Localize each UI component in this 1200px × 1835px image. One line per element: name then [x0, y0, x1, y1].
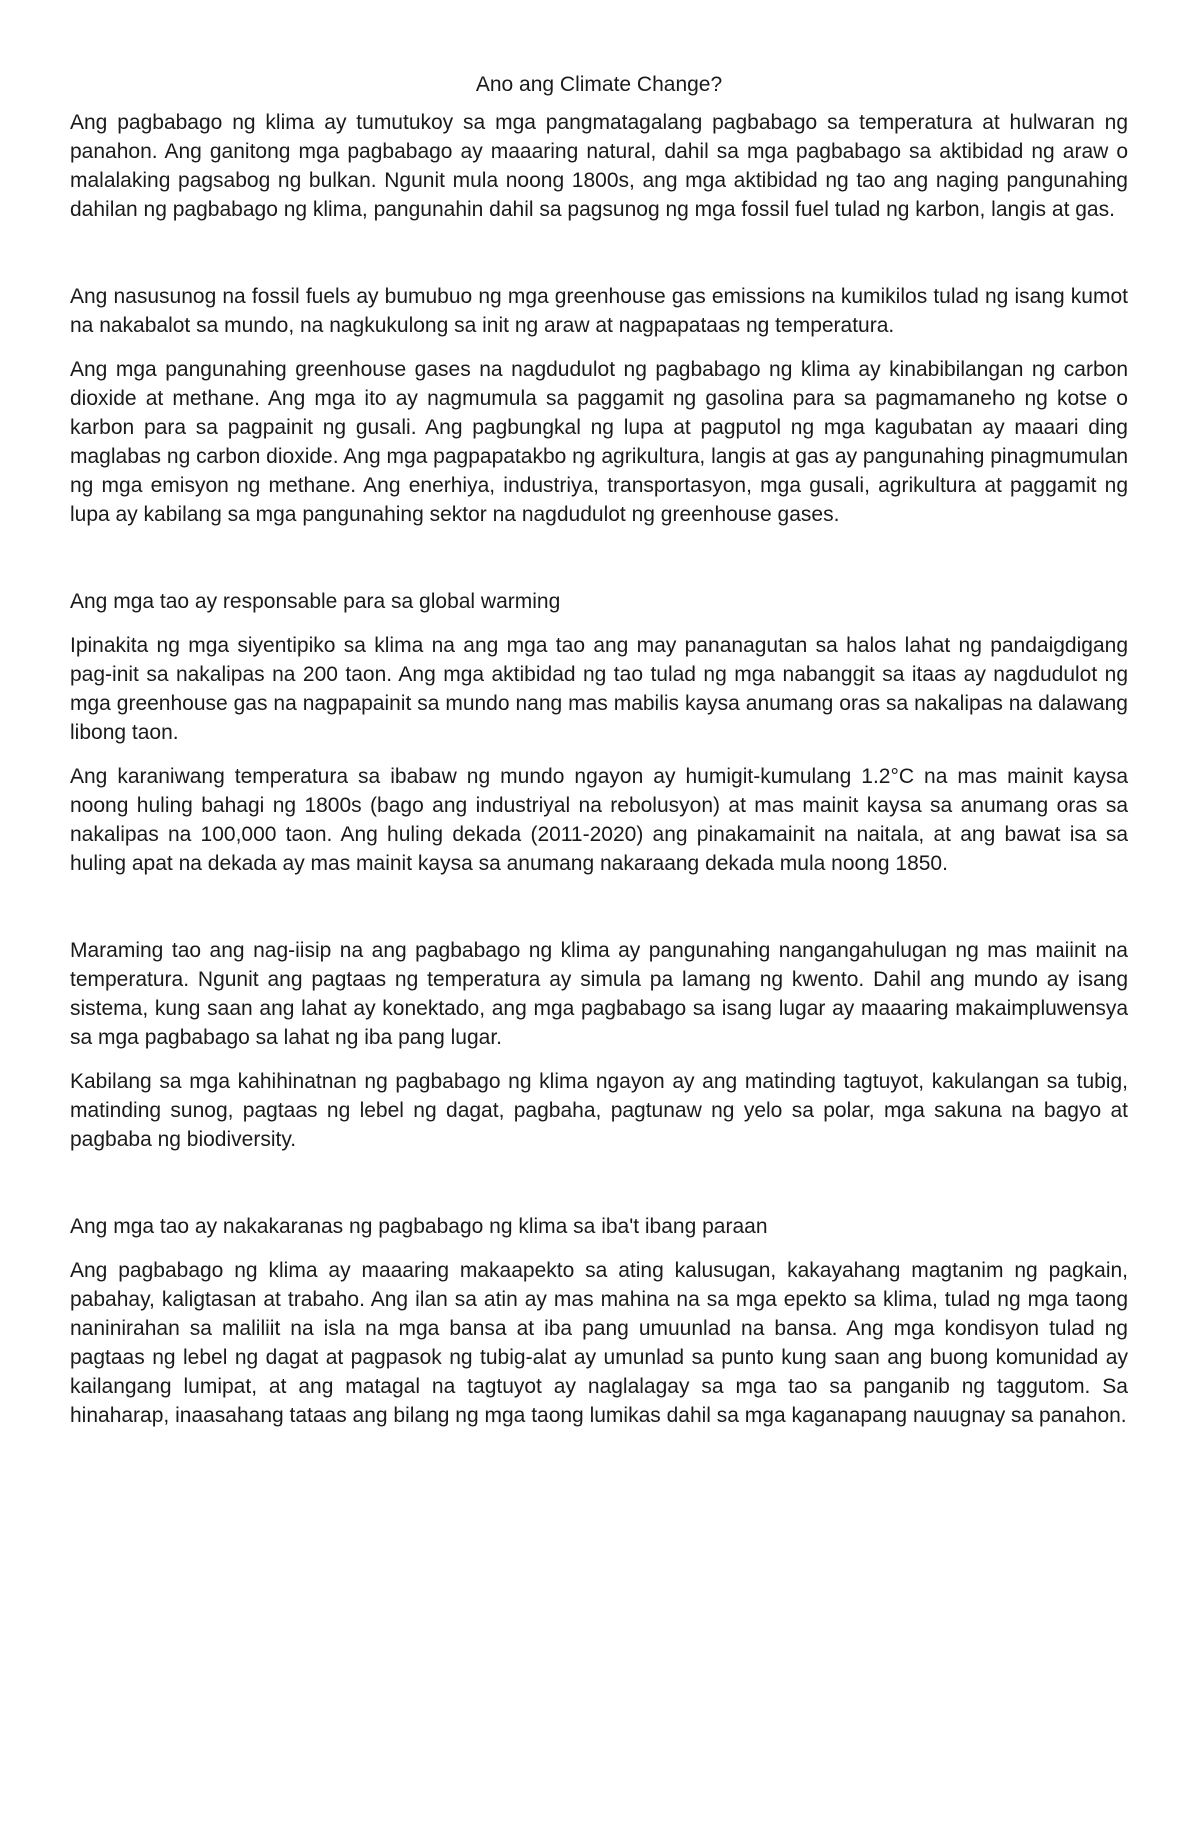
section-heading-global-warming: Ang mga tao ay responsable para sa global warming	[70, 590, 561, 613]
paragraph-system: Maraming tao ang nag-iisip na ang pagbabago ng klima ay pangunahing nangangahulugan ng mas maiinit na temperatura. Ngunit ang pagtaas ng temperatura ay simula pa lamang ng kwento. Dahil ang mundo ay isang sistema, kung saan ang lahat ay konektado, ang mga pagbabago sa isang lugar ay maaaring makaimpluwensya sa mga pagbabago sa lahat ng iba pang lugar.	[70, 939, 1128, 1049]
paragraph-scientists: Ipinakita ng mga siyentipiko sa klima na ang mga tao ang may pananagutan sa halos lahat ng pandaigdigang pag-init sa nakalipas na 200 taon. Ang mga aktibidad ng tao tulad ng mga nabanggit sa itaas ay nagdudulot ng mga greenhouse gas na nagpapainit sa mundo nang mas mabilis kaysa anumang oras sa nakalipas na dalawang libong taon.	[70, 634, 1128, 744]
document-page	[70, 70, 1128, 1445]
paragraph-temperature: Ang karaniwang temperatura sa ibabaw ng mundo ngayon ay humigit-kumulang 1.2°C na mas mainit kaysa noong huling bahagi ng 1800s (bago ang industriyal na rebolusyon) at mas mainit kaysa sa anumang oras sa nakalipas na 100,000 taon. Ang huling dekada (2011-2020) ang pinakamainit na naitala, at ang bawat isa sa huling apat na dekada ay mas mainit kaysa sa anumang nakaraang dekada mula noong 1850.	[70, 765, 1128, 875]
paragraph-greenhouse-gases: Ang mga pangunahing greenhouse gases na nagdudulot ng pagbabago ng klima ay kinabibilangan ng carbon dioxide at methane. Ang mga ito ay nagmumula sa paggamit ng gasolina para sa pagmamaneho ng kotse o karbon para sa pagpainit ng gusali. Ang pagbungkal ng lupa at pagputol ng mga kagubatan ay maaari ding maglabas ng carbon dioxide. Ang mga pagpapatakbo ng agrikultura, langis at gas ay pangunahing pinagmumulan ng mga emisyon ng methane. Ang enerhiya, industriya, transportasyon, mga gusali, agrikultura at paggamit ng lupa ay kabilang sa mga pangunahing sektor na nagdudulot ng greenhouse gases.	[70, 358, 1128, 526]
paragraph-definition: Ang pagbabago ng klima ay tumutukoy sa mga pangmatagalang pagbabago sa temperatura at hulwaran ng panahon. Ang ganitong mga pagbabago ay maaaring natural, dahil sa mga pagbabago sa aktibidad ng araw o malalaking pagsabog ng bulkan. Ngunit mula noong 1800s, ang mga aktibidad ng tao ang naging pangunahing dahilan ng pagbabago ng klima, pangunahin dahil sa pagsunog ng mga fossil fuel tulad ng karbon, langis at gas.	[70, 111, 1128, 221]
paragraph-fossil-fuels: Ang nasusunog na fossil fuels ay bumubuo ng mga greenhouse gas emissions na kumikilos tulad ng isang kumot na nakabalot sa mundo, na nagkukulong sa init ng araw at nagpapataas ng temperatura.	[70, 285, 1128, 337]
document-title: Ano ang Climate Change?	[475, 73, 723, 96]
paragraph-consequences: Kabilang sa mga kahihinatnan ng pagbabago ng klima ngayon ay ang matinding tagtuyot, kakulangan sa tubig, matinding sunog, pagtaas ng lebel ng dagat, pagbaha, pagtunaw ng yelo sa polar, mga sakuna na bagyo at pagbaba ng biodiversity.	[70, 1070, 1128, 1151]
section-heading-experiences: Ang mga tao ay nakakaranas ng pagbabago ng klima sa iba't ibang paraan	[70, 1215, 768, 1238]
paragraph-impacts: Ang pagbabago ng klima ay maaaring makaapekto sa ating kalusugan, kakayahang magtanim ng pagkain, pabahay, kaligtasan at trabaho. Ang ilan sa atin ay mas mahina na sa mga epekto sa klima, tulad ng mga taong naninirahan sa maliliit na isla na mga bansa at iba pang umuunlad na bansa. Ang mga kondisyon tulad ng pagtaas ng lebel ng dagat at pagpasok ng tubig-alat ay umunlad sa punto kung saan ang buong komunidad ay kailangang lumipat, at ang matagal na tagtuyot ay naglalagay sa mga tao sa panganib ng taggutom. Sa hinaharap, inaasahang tataas ang bilang ng mga taong lumikas dahil sa mga kaganapang nauugnay sa panahon.	[70, 1259, 1128, 1427]
